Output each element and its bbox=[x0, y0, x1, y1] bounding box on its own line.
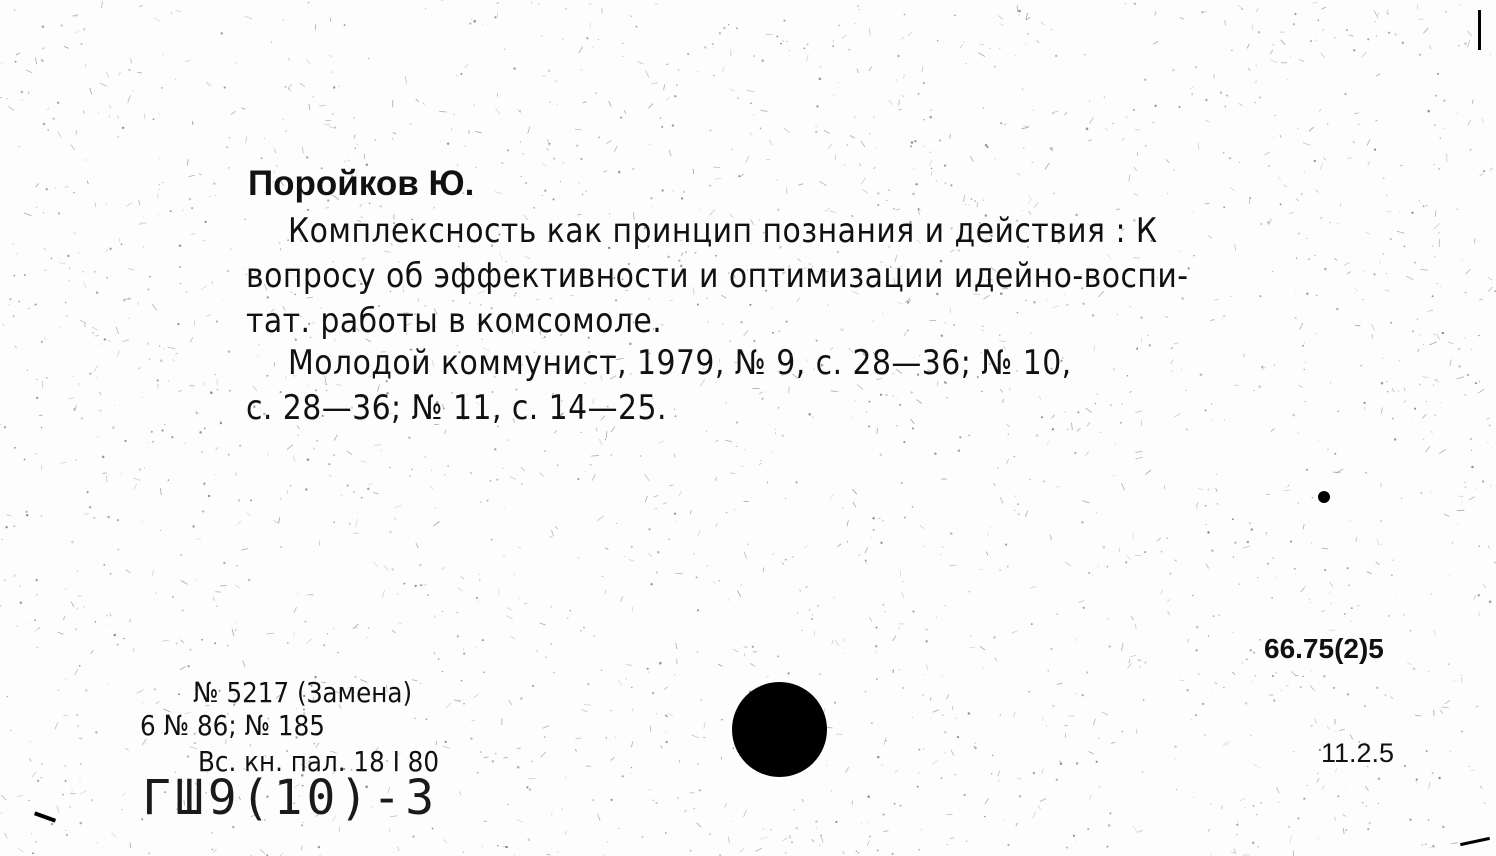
record-number-line: № 5217 (Замена) bbox=[193, 676, 413, 709]
title-line-3: тат. работы в комсомоле. bbox=[246, 301, 663, 341]
title-line-2: вопросу об эффективности и оптимизации идейно-воспи- bbox=[246, 256, 1189, 296]
book-chamber-line: Вс. кн. пал. 18 I 80 bbox=[198, 745, 440, 778]
author-name: Поройков Ю. bbox=[248, 164, 475, 203]
title-line-1: Комплексность как принцип познания и действия : К bbox=[288, 211, 1158, 251]
index-code: 11.2.5 bbox=[1321, 738, 1395, 768]
handwritten-shelfmark: ГШ9(10)-3 bbox=[142, 770, 439, 826]
ink-dot bbox=[1318, 491, 1330, 503]
source-line-1: Молодой коммунист, 1979, № 9, с. 28—36; № 10, bbox=[288, 343, 1072, 383]
source-line-2: с. 28—36; № 11, с. 14—25. bbox=[246, 388, 667, 428]
classification-code: 66.75(2)5 bbox=[1264, 633, 1384, 664]
record-reference-line: 6 № 86; № 185 bbox=[140, 709, 325, 742]
card-punch-hole bbox=[732, 682, 827, 777]
margin-mark bbox=[1478, 10, 1481, 50]
